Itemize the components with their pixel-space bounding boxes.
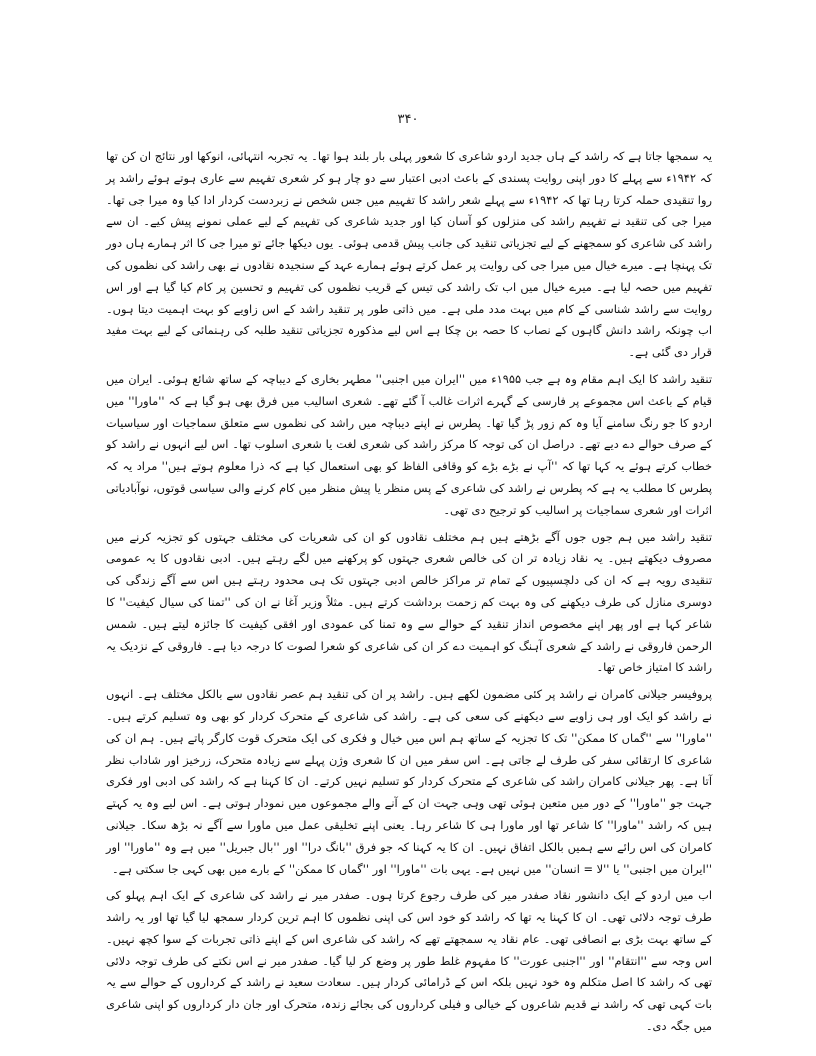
body-text [106,146,712,1043]
paragraph-4: پروفیسر جیلانی کامران نے راشد پر کئی مضمون لکھے ہیں۔ راشد پر ان کی تنقید ہم عصر نقادوں سے بالکل مختلف ہے۔ انہوں نے راشد کو ایک اور ہی زاویے سے دیکھنے کی سعی کی ہے۔ راشد کی شاعری کے متحرک کردار کو بھی وہ تسلیم کرتے ہیں۔ ''ماورا'' سے ''گماں کا ممکن'' تک کا تجزیہ کے ساتھ ہم اس میں خیال و فکری کی ایک متحرک قوت کارگر پاتے ہیں۔ ہم ان کی شاعری کا ارتقائی سفر کی طرف لے جاتی ہے۔ اس سفر میں ان کا شعری وژن پہلے سے زیادہ متحرک، زرخیز اور شاداب نظر آتا ہے۔ پھر جیلانی کامران راشد کی شاعری کے متحرک کردار کو تسلیم نہیں کرتے۔ ان کا کہنا ہے کہ راشد کی ادبی اور فکری جہت جو ''ماورا'' کے دور میں متعین ہوئی تھی وہی جہت ان کے آنے والے مجموعوں میں نمودار ہوتی ہے۔ اس لیے وہ یہ کہتے ہیں کہ راشد ''ماورا'' کا شاعر تھا اور ماورا ہی کا شاعر رہا۔ یعنی اپنے تخلیقی عمل میں ماورا سے آگے نہ بڑھ سکا۔ جیلانی کامران کی اس رائے سے ہمیں بالکل اتفاق نہیں۔ ان کا یہ کہنا کہ جو فرق ''بانگ درا'' اور ''بال جبریل'' میں ہے وہ ''ماورا'' اور ''ایران میں اجنبی'' یا ''لا = انسان'' میں نہیں ہے۔ یہی بات ''ماورا'' اور ''گماں کا ممکن'' کے بارے میں بھی کہی جا سکتی ہے۔ [106,687,712,876]
paragraph-5: اب میں اردو کے ایک دانشور نقاد صفدر میر کی طرف رجوع کرتا ہوں۔ صفدر میر نے راشد کی شاعری کے ایک اہم پہلو کی طرف توجہ دلائی تھی۔ ان کا کہنا یہ تھا کہ راشد کو خود اس کی اپنی نظموں کا اہم ترین کردار سمجھ لیا گیا تھا اور یہ راشد کے ساتھ بہت بڑی بے انصافی تھی۔ عام نقاد یہ سمجھتے تھے کہ راشد کی شاعری اس کے اپنے ذاتی تجربات کے سوا کچھ نہیں۔ اس وجہ سے ''انتقام'' اور ''اجنبی عورت'' کا مفہوم غلط طور پر وضع کر لیا گیا۔ صفدر میر نے اس نکتے کی طرف توجہ دلائی تھی کہ راشد کا اصل متکلم وہ خود نہیں بلکہ اس کے ڈرامائی کردار ہیں۔ سعادت سعید نے راشد کے کرداروں کے حوالے سے یہ بات کہی تھی کہ راشد نے قدیم شاعروں کے خیالی و فیلی کرداروں کی بجائے زندہ، متحرک اور جان دار کرداروں کو اپنی شاعری میں جگہ دی۔ [106,888,712,1034]
paragraph-1: یہ سمجھا جاتا ہے کہ راشد کے ہاں جدید اردو شاعری کا شعور پہلی بار بلند ہوا تھا۔ یہ تجربہ انتہائی، انوکھا اور نتائج ان کن تھا کہ ۱۹۴۲ء سے پہلے کا دور اپنی روایت پسندی کے باعث ادبی اعتبار سے دو چار ہو کر شعری تفہیم سے عاری ہوتے ہوئے راشد پر روا تنقیدی حملہ کرتا رہا تھا کہ ۱۹۴۲ء سے پہلے شعر راشد کا تفہیم میں جس شخص نے زبردست کردار ادا کیا وہ میرا جی تھا۔ میرا جی کی تنقید نے تفہیم راشد کی منزلوں کو آسان کیا اور جدید شاعری کی تفہیم کے لیے عملی نمونے پیش کیے۔ ان سے راشد کی شاعری کو سمجھنے کے لیے تجزیاتی تنقید کی جانب پیش قدمی ہوئی۔ یوں دیکھا جائے تو میرا جی کا اثر ہمارے ہاں دور تک پہنچا ہے۔ میرے خیال میں میرا جی کی روایت پر عمل کرتے ہوئے ہمارے عہد کے سنجیدہ نقادوں نے بھی راشد کی نظموں کی تفہیم میں حصہ لیا ہے۔ میرے خیال میں اب تک راشد کی تیس کے قریب نظموں کی تفہیم و تحسین پر کام کیا گیا ہے اور اس روایت سے راشد شناسی کے کام میں بہت مدد ملی ہے۔ میں ذاتی طور پر تنقید راشد کے اس زاویے کو بہت اہمیت دیتا ہوں۔ اب چونکہ راشد دانش گاہوں کے نصاب کا حصہ بن چکا ہے اس لیے مذکورہ تجزیاتی تنقید طلبہ کی رہنمائی کے لیے بہت مفید قرار دی گئی ہے۔ [106,149,713,360]
paragraph-3: تنقید راشد میں ہم جوں جوں آگے بڑھتے ہیں ہم مختلف نقادوں کو ان کی شعریات کی مختلف جہتوں کو تجزیہ کرنے میں مصروف دیکھتے ہیں۔ یہ نقاد زیادہ تر ان کی خالص شعری جہتوں کو پرکھنے میں لگے رہتے ہیں۔ ادبی نقادوں کا یہ عمومی تنقیدی رویہ ہے کہ ان کی دلچسپیوں کے تمام تر مراکز خالص ادبی جہتوں تک ہی محدود رہتے ہیں اس سے آگے زندگی کی دوسری منازل کی طرف دیکھنے کی وہ بہت کم زحمت برداشت کرتے ہیں۔ مثلاً وزیر آغا نے ان کی ''تمنا کی سیال کیفیت'' کا شاعر کہا ہے اور پھر اپنے مخصوص انداز تنقید کے حوالے سے وہ تمنا کی عمودی اور افقی کیفیت کا جائزہ لیتے ہیں۔ شمس الرحمن فاروقی نے راشد کے شعری آہنگ کو اہمیت دے کر ان کی شاعری کو شعرا لصوت کا درجہ دیا ہے۔ فاروقی کے نزدیک یہ راشد کا امتیاز خاص تھا۔ [106,529,712,675]
page-number: ۳۴۰ [397,112,419,127]
paragraph-2: تنقید راشد کا ایک اہم مقام وہ ہے جب ۱۹۵۵ء میں ''ایران میں اجنبی'' مطہر بخاری کے دیباچہ کے ساتھ شائع ہوئی۔ ایران میں قیام کے باعث اس مجموعے پر فارسی کے گہرے اثرات غالب آ گئے تھے۔ شعری اسالیب میں فرق بھی ہو گیا ہے کہ ''ماورا'' میں اردو کا جو رنگ سامنے آیا وہ کم زور پڑ گیا تھا۔ پطرس نے اپنے دیباچہ میں راشد کی نظموں سے متعلق سماجیات اور سیاسیات کے صرف حوالے دے دیے تھے۔ دراصل ان کی توجہ کا مرکز راشد کی شعری لغت یا شعری اسلوب تھا۔ اس لیے انہوں نے راشد کو خطاب کرتے ہوئے یہ کہا تھا کہ ''آپ نے بڑے بڑے کو وقافی الفاظ کو بھی استعمال کیا ہے کہ ذرا معلوم ہوتے ہیں'' مراد یہ کہ پطرس کا مطلب یہ ہے کہ پطرس نے راشد کی شاعری کے پس منظر یا پیش منظر میں کام کرنے والی سیاسی قوتوں، نوآبادیاتی اثرات اور شعری سماجیات پر اسالیب کو ترجیح دی تھی۔ [106,371,712,517]
